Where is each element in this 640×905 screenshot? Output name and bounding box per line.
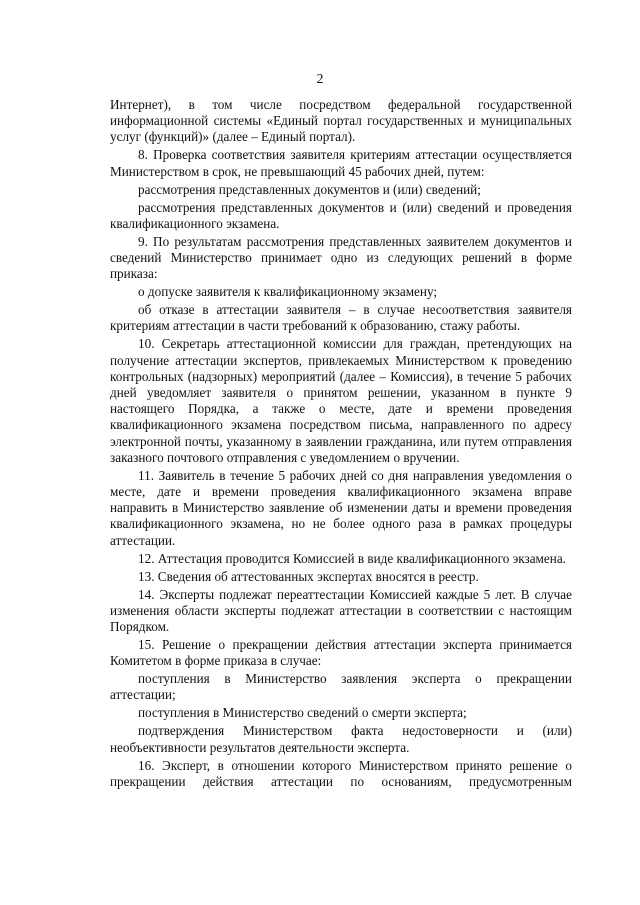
list-item: поступления в Министерство заявления эксперта о прекращении аттестации; bbox=[110, 671, 572, 703]
paragraph-11: 11. Заявитель в течение 5 рабочих дней со дня направления уведомления о месте, дате и времени проведения квалификационного экзамена вправе направить в Министерство заявление об изменении даты и времени проведения квалификационного экзамена, но не более одного раза в рамках процедуры аттестации. bbox=[110, 467, 572, 548]
list-item: об отказе в аттестации заявителя – в случае несоответствия заявителя критериям аттестации в части требований к образованию, стажу работы. bbox=[110, 302, 572, 334]
paragraph-14: 14. Эксперты подлежат переаттестации Комиссией каждые 5 лет. В случае изменения области эксперты подлежат аттестации в соответствии с настоящим Порядком. bbox=[110, 586, 572, 635]
paragraph-13: 13. Сведения об аттестованных экспертах вносятся в реестр. bbox=[138, 568, 479, 584]
document-body bbox=[110, 97, 572, 792]
list-item: рассмотрения представленных документов и (или) сведений и проведения квалификационного экзамена. bbox=[110, 199, 572, 231]
paragraph-9: 9. По результатам рассмотрения представленных заявителем документов и сведений Министерство принимает одно из следующих решений в форме приказа: bbox=[110, 233, 572, 282]
paragraph-8: 8. Проверка соответствия заявителя критериям аттестации осуществляется Министерством в срок, не превышающий 45 рабочих дней, путем: bbox=[110, 147, 572, 179]
paragraph-10: 10. Секретарь аттестационной комиссии для граждан, претендующих на получение аттестации экспертов, привлекаемых Министерством к проведению контрольных (надзорных) мероприятий (далее – Комиссия), в течение 5 рабочих дней уведомляет заявителя о принятом решении, указанном в пункте 9 настоящего Порядка, а также о месте, дате и времени проведения квалификационного экзамена посредством письма, направленного по адресу электронной почты, указанному в заявлении гражданина, или путем отправления заказного почтового отправления с уведомлением о вручении. bbox=[110, 336, 572, 465]
list-item: о допуске заявителя к квалификационному экзамену; bbox=[138, 284, 438, 300]
paragraph-16: 16. Эксперт, в отношении которого Министерством принято решение о прекращении действия аттестации по основаниям, предусмотренным bbox=[110, 757, 572, 789]
page-number: 2 bbox=[316, 72, 324, 87]
list-item: поступления в Министерство сведений о смерти эксперта; bbox=[138, 705, 467, 721]
paragraph-12: 12. Аттестация проводится Комиссией в виде квалификационного экзамена. bbox=[138, 550, 566, 566]
list-item: подтверждения Министерством факта недостоверности и (или) необъективности результатов деятельности эксперта. bbox=[110, 723, 572, 755]
paragraph-continuation: Интернет), в том числе посредством федеральной государственной информационной системы «Единый портал государственных и муниципальных услуг (функций)» (далее – Единый портал). bbox=[110, 97, 572, 145]
list-item: рассмотрения представленных документов и (или) сведений; bbox=[138, 181, 481, 197]
paragraph-15: 15. Решение о прекращении действия аттестации эксперта принимается Комитетом в форме приказа в случае: bbox=[110, 637, 572, 669]
